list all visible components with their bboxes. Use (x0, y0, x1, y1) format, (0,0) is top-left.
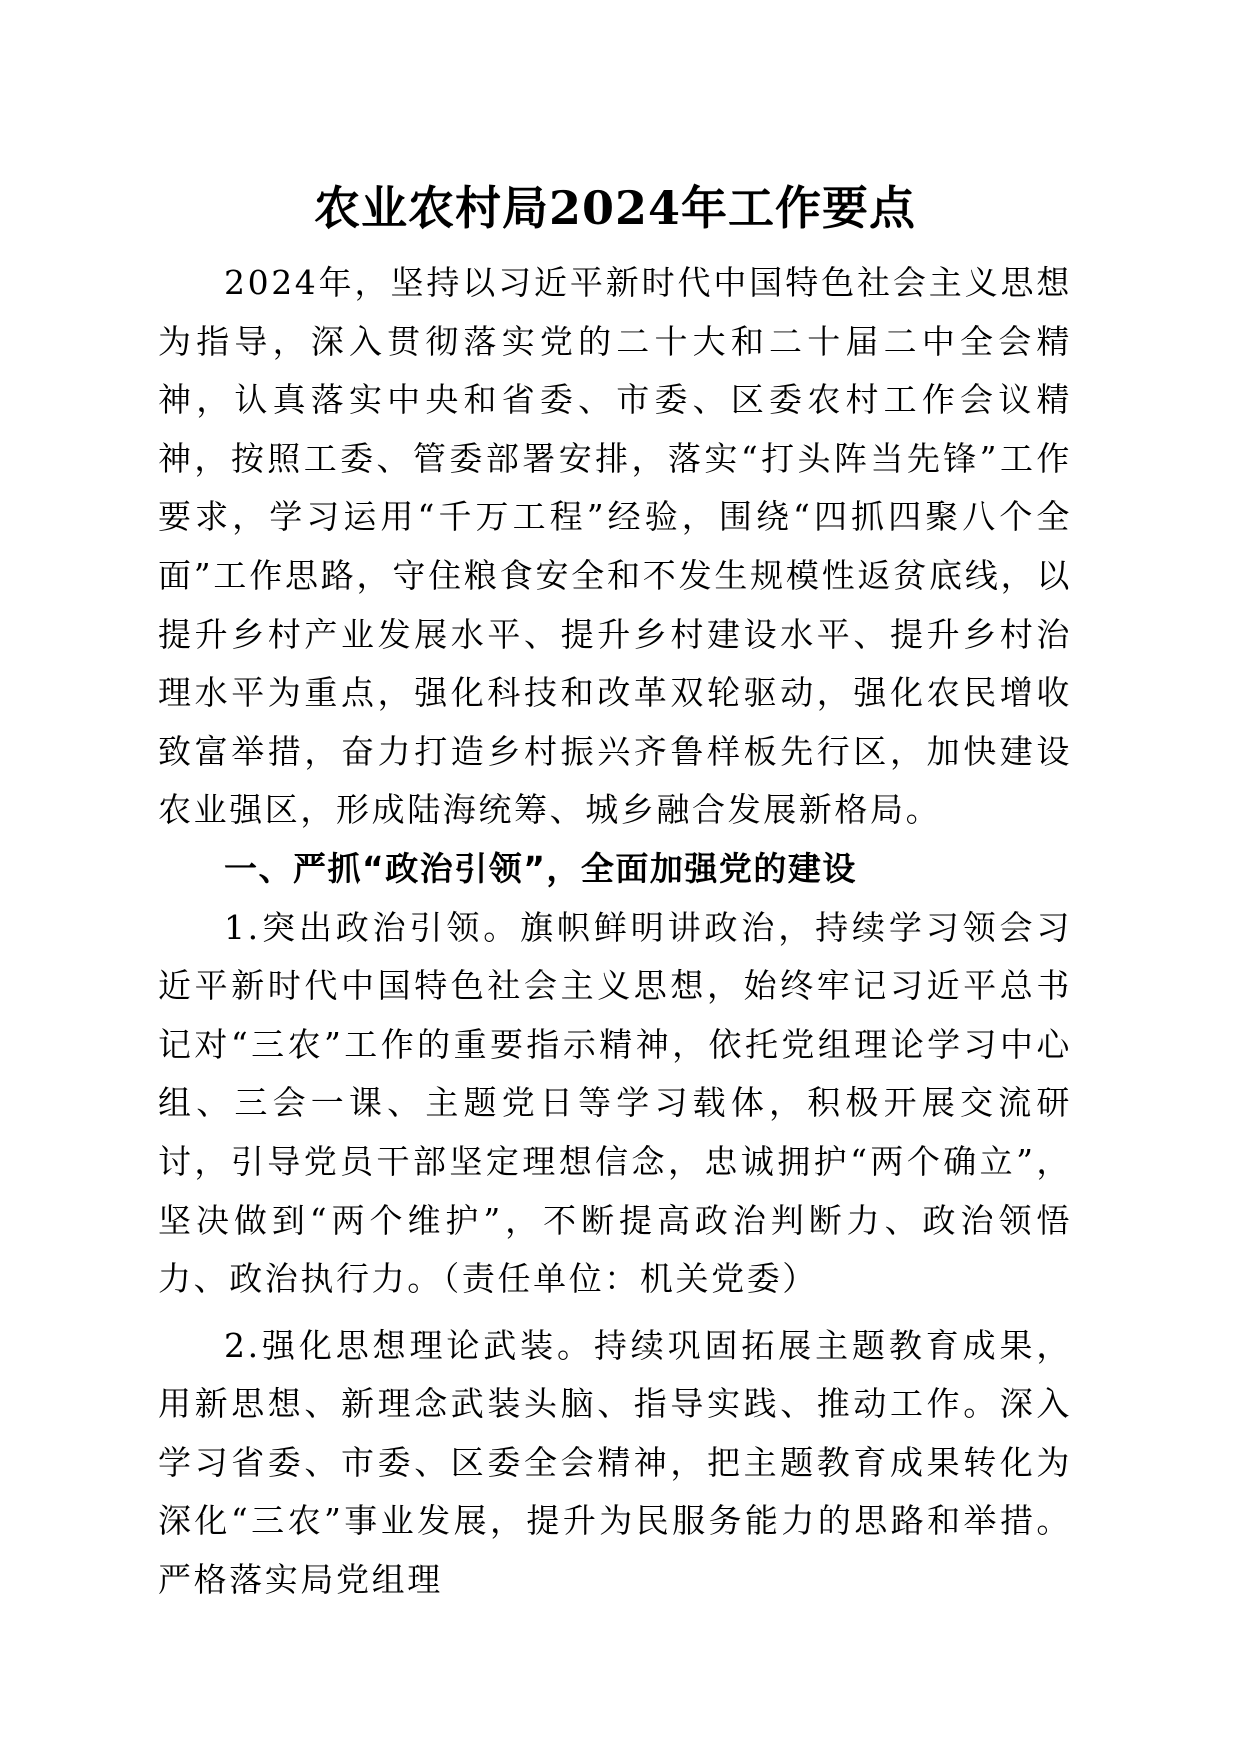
item-paragraph-1: 1.突出政治引领。旗帜鲜明讲政治，持续学习领会习近平新时代中国特色社会主义思想，始终牢记习近平总书记对“三农”工作的重要指示精神，依托党组理论学习中心组、三会一课、主题党日等学习载体，积极开展交流研讨，引导党员干部坚定理想信念，忠诚拥护“两个确立”，坚决做到“两个维护”，不断提高政治判断力、政治领悟力、政治执行力。（责任单位：机关党委） (158, 907, 1072, 1299)
paragraph-gap (158, 1309, 1072, 1317)
intro-paragraph: 2024年，坚持以习近平新时代中国特色社会主义思想为指导，深入贯彻落实党的二十大和二十届二中全会精神，认真落实中央和省委、市委、区委农村工作会议精神，按照工委、管委部署安排，落实“打头阵当先锋”工作要求，学习运用“千万工程”经验，围绕“四抓四聚八个全面”工作思路，守住粮食安全和不发生规模性返贫底线，以提升乡村产业发展水平、提升乡村建设水平、提升乡村治理水平为重点，强化科技和改革双轮驱动，强化农民增收致富举措，奋力打造乡村振兴齐鲁样板先行区，加快建设农业强区，形成陆海统筹、城乡融合发展新格局。 (158, 263, 1072, 830)
document-body (158, 178, 1072, 1610)
item-paragraph-2: 2.强化思想理论武装。持续巩固拓展主题教育成果，用新思想、新理念武装头脑、指导实践、推动工作。深入学习省委、市委、区委全会精神，把主题教育成果转化为深化“三农”事业发展，提升为民服务能力的思路和举措。严格落实局党组理 (158, 1325, 1072, 1600)
document-title: 农业农村局2024年工作要点 (313, 181, 917, 235)
section-heading-1: 一、严抓“政治引领”，全面加强党的建设 (224, 848, 857, 888)
